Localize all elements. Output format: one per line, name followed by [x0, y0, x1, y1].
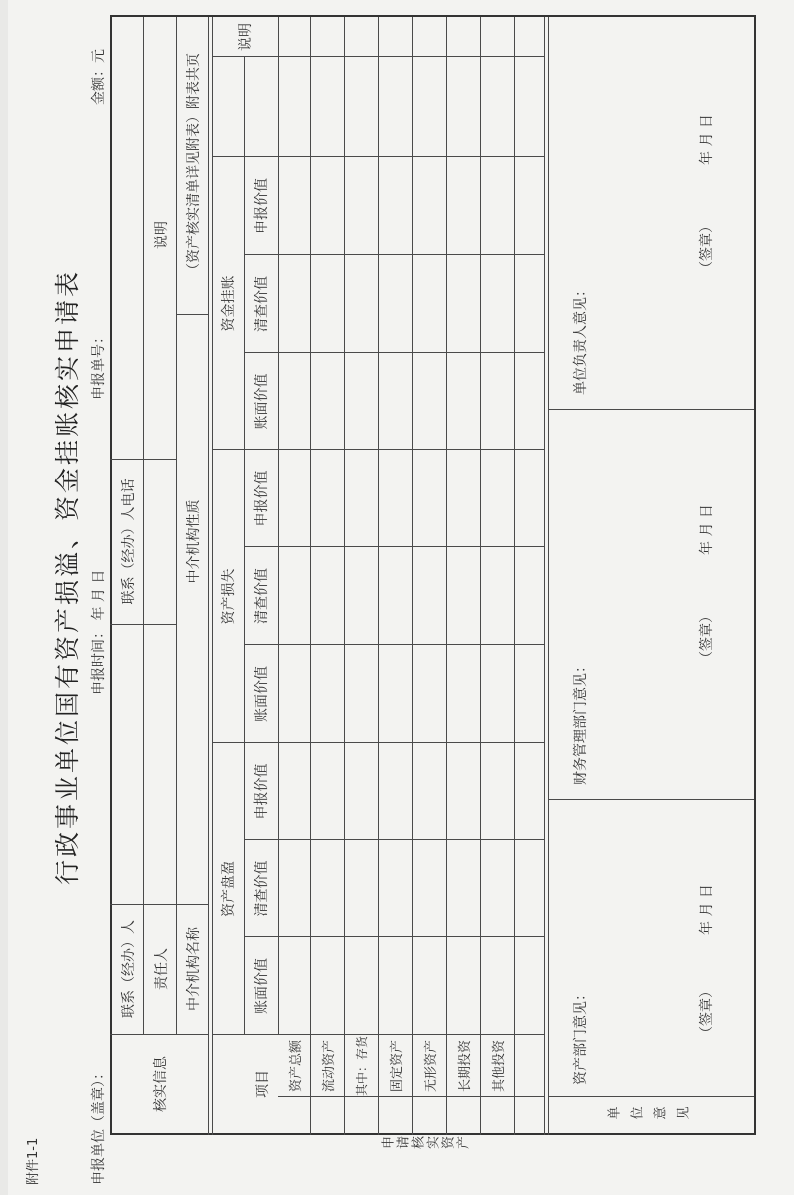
- side-label: 申请核实资产: [381, 1137, 471, 1152]
- row-line-5: [446, 17, 447, 1135]
- row-line-1: [310, 17, 311, 1135]
- group-account: 资金挂账: [221, 275, 237, 332]
- contact-label: 联系（经办）人: [120, 920, 137, 1018]
- row-label: 无形资产: [423, 1040, 439, 1093]
- leader-opinion: 单位负责人意见：: [573, 283, 589, 395]
- col-check-value: 清查价值: [254, 860, 270, 917]
- appendix-note: （资产核实清单详见附表）附表共页: [186, 53, 202, 277]
- row-line-3: [378, 17, 379, 1135]
- finance-dept-date: 年 月 日: [699, 504, 715, 555]
- col-v3: [244, 644, 544, 645]
- col-v4: [244, 546, 544, 547]
- info-bottom: [208, 17, 209, 1135]
- unit-label: 申报单位（盖章）：: [91, 1066, 107, 1185]
- unit-opinion-label: 单位意见: [607, 1107, 699, 1123]
- info-v3: [110, 624, 176, 625]
- col-book-value: 账面价值: [254, 373, 270, 430]
- amount-label: 金额：元: [91, 49, 107, 105]
- rotated-form: [8, 0, 794, 1195]
- time-label: 申报时间： 年 月 日: [91, 569, 107, 695]
- asset-dept-opinion: 资产部门意见：: [573, 987, 589, 1085]
- table-bottom-2: [548, 17, 549, 1135]
- item-header: 项目: [255, 1070, 271, 1098]
- group-gain: 资产盘盈: [221, 861, 237, 917]
- info-line-2: [176, 17, 177, 1035]
- side-label-wrap: [308, 1097, 544, 1152]
- border-bottom: [754, 15, 756, 1135]
- col-report-value: 申报价值: [254, 763, 270, 820]
- note-header: 说明: [153, 221, 170, 249]
- form-paper: [8, 0, 794, 1195]
- col-v6: [244, 254, 544, 255]
- leader-sign: （签章）: [699, 219, 715, 275]
- col-check-value: 清查价值: [254, 276, 270, 332]
- number-label: 申报单号：: [91, 330, 107, 400]
- opinion-v1: [548, 799, 754, 800]
- group-loss: 资产损失: [221, 568, 237, 625]
- col-report-value: 申报价值: [254, 470, 270, 527]
- row-label: 其中：存货: [354, 1036, 369, 1097]
- asset-dept-sign: （签章）: [699, 984, 715, 1040]
- info-line-1: [143, 17, 144, 1035]
- row-line-6: [480, 17, 481, 1135]
- unit-opinion-wrap: [568, 1097, 738, 1133]
- info-section-label: 核实信息: [153, 1056, 169, 1112]
- col-book-value: 账面价值: [254, 666, 270, 722]
- row-label: 资产总额: [288, 1040, 304, 1093]
- row-line-4: [412, 17, 413, 1135]
- row-line-7: [514, 17, 515, 1135]
- row-label: 流动资产: [321, 1040, 337, 1093]
- responsible-label: 责任人: [153, 948, 170, 990]
- col-v2: [244, 839, 544, 840]
- row-label: 固定资产: [389, 1040, 405, 1093]
- col-v5: [244, 352, 544, 353]
- col-book-value: 账面价值: [254, 958, 270, 1014]
- col-report-value: 申报价值: [254, 178, 270, 234]
- table-bottom: [544, 17, 545, 1135]
- finance-dept-sign: （签章）: [699, 609, 715, 665]
- table-note-header: 说明: [238, 23, 254, 51]
- row-line-2: [344, 17, 345, 1135]
- col-header-line: [278, 17, 279, 1035]
- finance-dept-opinion: 财务管理部门意见：: [573, 659, 589, 785]
- attachment-label: 附件1-1: [26, 1137, 41, 1185]
- col-v1: [244, 936, 544, 937]
- row-label: 长期投资: [457, 1040, 473, 1093]
- leader-date: 年 月 日: [699, 114, 715, 165]
- form-title: 行政事业单位国有资产损溢、资金挂账核实申请表: [53, 268, 82, 885]
- opinion-v2: [548, 409, 754, 410]
- info-v5: [176, 314, 208, 315]
- row-label: 其他投资: [491, 1040, 507, 1093]
- agency-name-label: 中介机构名称: [186, 927, 202, 1011]
- asset-dept-date: 年 月 日: [699, 884, 715, 935]
- agency-type-label: 中介机构性质: [186, 499, 202, 584]
- phone-label: 联系（经办）人电话: [120, 478, 137, 605]
- col-check-value: 清查价值: [254, 568, 270, 624]
